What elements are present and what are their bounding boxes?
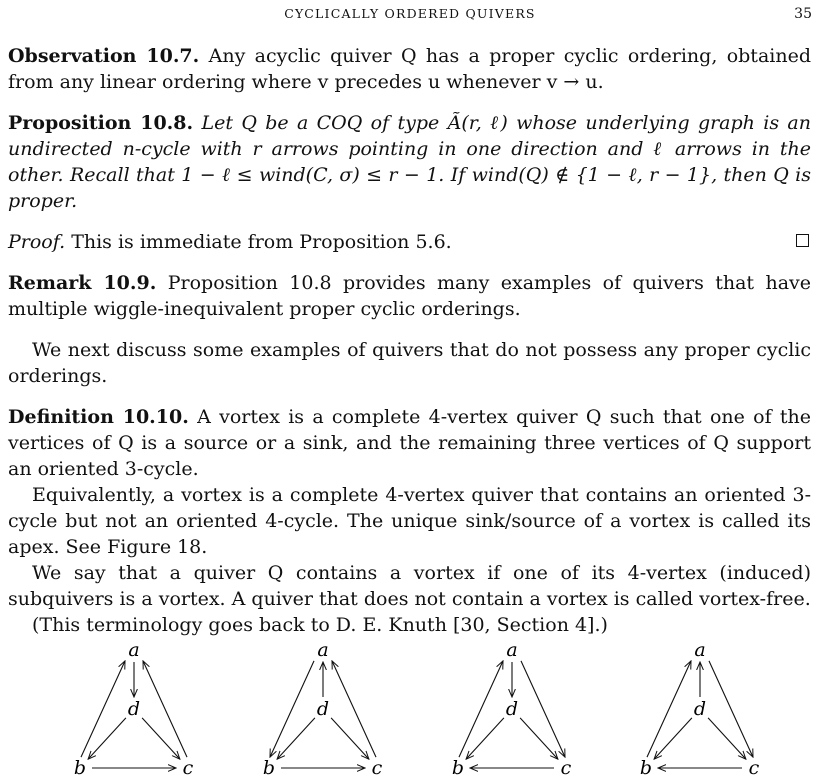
quiver-2 bbox=[263, 639, 383, 778]
paper-page bbox=[8, 0, 812, 780]
quiver-4 bbox=[640, 639, 760, 778]
arrow-d-to-c bbox=[142, 718, 180, 759]
definition-label: Definition 10.10. bbox=[8, 406, 189, 428]
observation-text: Any acyclic quiver Q has a proper cyclic ordering, obtained from any linear ordering where v precedes u whenever v → u. bbox=[8, 45, 811, 93]
body-text bbox=[8, 43, 811, 638]
running-head bbox=[8, 6, 812, 28]
remark-label: Remark 10.9. bbox=[8, 272, 157, 294]
qed-box-icon bbox=[796, 234, 809, 247]
arrow-d-to-b bbox=[88, 718, 126, 759]
page-number: 35 bbox=[794, 6, 812, 22]
paragraph-contains-vortex: We say that a quiver Q contains a vortex if one of its 4-vertex (induced) subquivers is a vortex. A quiver that does not contain a vortex is called vortex-free. bbox=[8, 562, 811, 610]
arrow-d-to-c bbox=[520, 718, 558, 759]
remark-10-9 bbox=[8, 270, 811, 322]
proposition-label: Proposition 10.8. bbox=[8, 112, 194, 134]
arrow-d-to-b bbox=[466, 718, 504, 759]
paragraph-terminology: (This terminology goes back to D. E. Knuth [30, Section 4].) bbox=[32, 614, 608, 636]
vortex-quivers-figure bbox=[8, 636, 812, 778]
observation-label: Observation 10.7. bbox=[8, 45, 200, 67]
vertex-d-label: d bbox=[127, 698, 141, 720]
vertex-b-label: b bbox=[639, 757, 653, 778]
definition-text: A vortex is a complete 4-vertex quiver Q such that one of the vertices of Q is a source or a sink, and the remaining three vertices of Q support an oriented 3-cycle. bbox=[8, 406, 811, 480]
remark-text: Proposition 10.8 provides many examples of quivers that have multiple wiggle-inequivalent proper cyclic orderings. bbox=[8, 272, 811, 320]
vertex-d-label: d bbox=[693, 698, 707, 720]
proposition-text: Let Q be a COQ of type Ã(r, ℓ) whose underlying graph is an undirected n-cycle with r arrows pointing in one direction and ℓ arrows in the other. Recall that 1 − ℓ ≤ wind(C, σ) ≤ r − 1. If wind(Q) ∉ {1 − ℓ, r − 1}, then Q is proper. bbox=[8, 112, 811, 212]
quiver-1 bbox=[74, 639, 194, 778]
vertex-a-label: a bbox=[317, 639, 329, 661]
proof-block bbox=[8, 229, 811, 255]
arrow-d-to-b bbox=[277, 718, 315, 759]
vertex-b-label: b bbox=[451, 757, 465, 778]
vertex-d-label: d bbox=[316, 698, 330, 720]
vertex-c-label: c bbox=[748, 757, 760, 778]
definition-10-10 bbox=[8, 404, 811, 482]
vertex-d-label: d bbox=[505, 698, 519, 720]
quiver-3 bbox=[452, 639, 572, 778]
proof-text: This is immediate from Proposition 5.6. bbox=[71, 231, 452, 253]
observation-10-7 bbox=[8, 43, 811, 95]
vertex-a-label: a bbox=[128, 639, 140, 661]
vertex-c-label: c bbox=[371, 757, 383, 778]
vertex-a-label: a bbox=[694, 639, 706, 661]
arrow-d-to-c bbox=[331, 718, 369, 759]
vertex-b-label: b bbox=[262, 757, 276, 778]
figure-18 bbox=[8, 636, 812, 778]
intro-paragraph: We next discuss some examples of quivers that do not possess any proper cyclic orderings. bbox=[8, 339, 811, 387]
proposition-10-8 bbox=[8, 110, 811, 214]
vertex-b-label: b bbox=[73, 757, 87, 778]
arrow-d-to-b bbox=[654, 718, 692, 759]
running-title: CYCLICALLY ORDERED QUIVERS bbox=[284, 6, 536, 21]
vertex-c-label: c bbox=[560, 757, 572, 778]
paragraph-equivalently: Equivalently, a vortex is a complete 4-vertex quiver that contains an oriented 3-cycle but not an oriented 4-cycle. The unique sink/source of a vortex is called its apex. See Figure 18. bbox=[8, 484, 811, 558]
arrow-d-to-c bbox=[708, 718, 746, 759]
vertex-a-label: a bbox=[506, 639, 518, 661]
proof-label: Proof. bbox=[8, 231, 66, 253]
vertex-c-label: c bbox=[182, 757, 194, 778]
